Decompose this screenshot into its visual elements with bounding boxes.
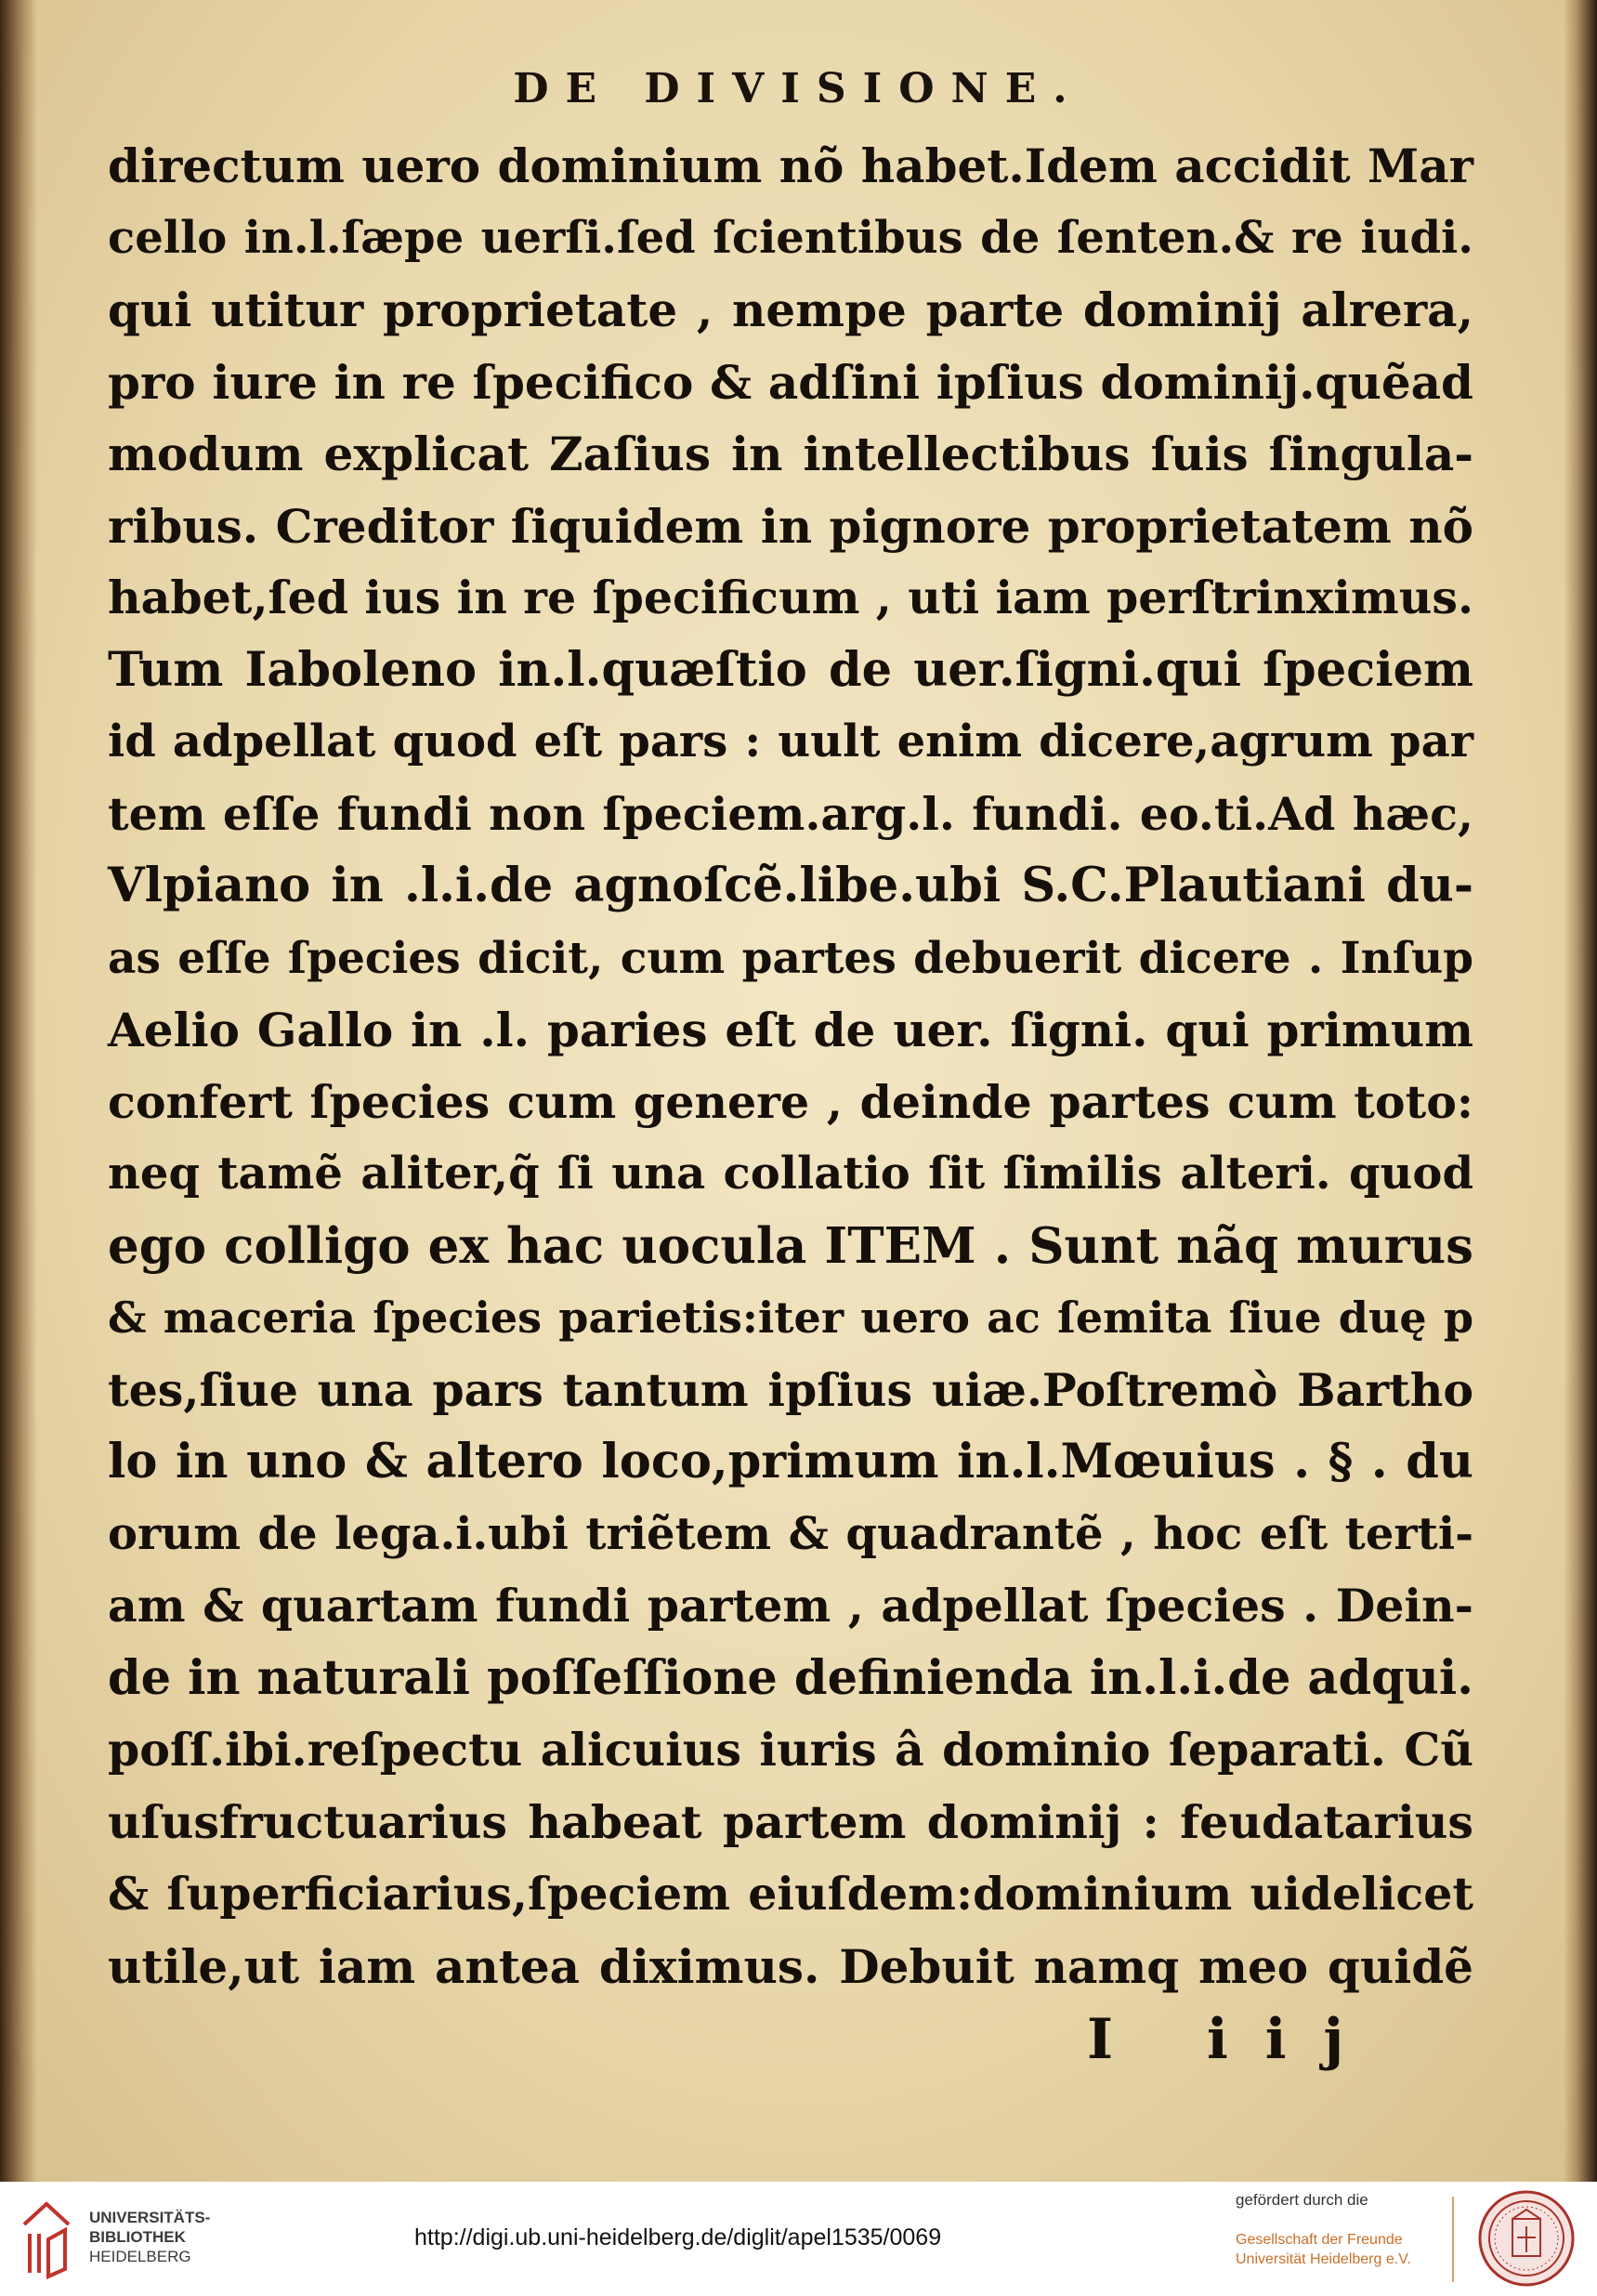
text-line: directum uero dominium nõ habet.Idem accidit Mar <box>108 138 1473 193</box>
body-text <box>108 130 1473 2002</box>
viewer-footer <box>0 2182 1597 2296</box>
text-line: de in naturali poſſeſſione definienda in.l.i.de adqui. <box>108 1649 1473 1706</box>
library-name-line: BIBLIOTHEK <box>89 2228 186 2246</box>
sponsor-label: gefördert durch die <box>1236 2191 1368 2209</box>
divider <box>1452 2197 1454 2282</box>
text-line: & maceria ſpecies parietis:iter uero ac ſemita ſiue duę p <box>108 1292 1473 1343</box>
text-line: as eſſe ſpecies dicit, cum partes debuerit dicere . Inſup <box>108 932 1473 984</box>
text-line: ribus. Creditor ſiquidem in pignore proprietatem nõ <box>108 498 1473 554</box>
signature-mark: I iij <box>1087 2007 1381 2072</box>
permalink[interactable]: http://digi.ub.uni-heidelberg.de/diglit/apel1535/0069 <box>414 2224 942 2250</box>
text-line: Vlpiano in .l.i.de agnoſcẽ.libe.ubi S.C.Plautiani du- <box>108 858 1473 913</box>
text-line: Tum Iaboleno in.l.quæſtio de uer.ſigni.qui ſpeciem <box>108 641 1473 698</box>
text-line: habet,ſed ius in re ſpecificum , uti iam perſtrinximus. <box>108 571 1473 624</box>
text-line: & ſuperficiarius,ſpeciem eiuſdem:dominium uidelicet <box>108 1867 1473 1921</box>
text-line: ego colligo ex hac uocula ITEM . Sunt nãq murus <box>108 1216 1473 1275</box>
text-line: pro iure in re ſpecifico & adſini ipſius dominij.quẽad <box>108 354 1473 410</box>
text-line: poſſ.ibi.reſpectu alicuius iuris â dominio ſeparati. Cũ <box>108 1723 1473 1777</box>
library-name-line: UNIVERSITÄTS- <box>89 2209 211 2226</box>
running-head: DE DIVISIONE. <box>513 65 1084 112</box>
text-line: qui utitur proprietate , nempe parte dominij alrera, <box>108 282 1473 337</box>
text-line: uſusfructuarius habeat partem dominij : feudatarius <box>108 1794 1473 1849</box>
library-name <box>89 2208 210 2266</box>
text-line: confert ſpecies cum genere , deinde partes cum toto: <box>108 1074 1473 1129</box>
text-line: orum de lega.i.ubi triẽtem & quadrantẽ , hoc eſt terti- <box>108 1507 1473 1560</box>
sponsor-name-line: Gesellschaft der Freunde <box>1236 2232 1403 2248</box>
text-line: modum explicat Zaſius in intellectibus ſuis ſingula- <box>108 426 1473 481</box>
page-edge-right <box>1564 0 1597 2182</box>
text-line: utile,ut iam antea diximus. Debuit namq meo quidẽ <box>108 1938 1473 1994</box>
text-line: neq tamẽ aliter,q̃ ſi una collatio ſit ſimilis alteri. quod <box>108 1148 1473 1200</box>
sponsor-name-line: Universität Heidelberg e.V. <box>1236 2251 1411 2267</box>
university-seal-icon <box>1477 2189 1576 2288</box>
sponsor-name[interactable] <box>1236 2230 1411 2269</box>
text-line: cello in.l.ſæpe uerſi.ſed ſcientibus de ſenten.& re iudi. <box>108 211 1473 264</box>
text-line: am & quartam fundi partem , adpellat ſpecies . Dein- <box>108 1579 1473 1633</box>
text-line: tes,ſiue una pars tantum ipſius uiæ.Poſtremò Bartho <box>108 1362 1473 1417</box>
library-name-line: HEIDELBERG <box>89 2248 191 2265</box>
text-line: lo in uno & altero loco,primum in.l.Mœuius . § . du <box>108 1434 1473 1489</box>
ub-heidelberg-logo-icon[interactable] <box>19 2197 76 2280</box>
text-line: tem eſſe fundi non ſpeciem.arg.l. fundi. eo.ti.Ad hæc, <box>108 786 1473 841</box>
page-edge-left <box>0 0 37 2182</box>
text-line: id adpellat quod eſt pars : uult enim dicere,agrum par <box>108 715 1473 768</box>
text-line: Aelio Gallo in .l. paries eſt de uer. ſigni. qui primum <box>108 1003 1473 1057</box>
